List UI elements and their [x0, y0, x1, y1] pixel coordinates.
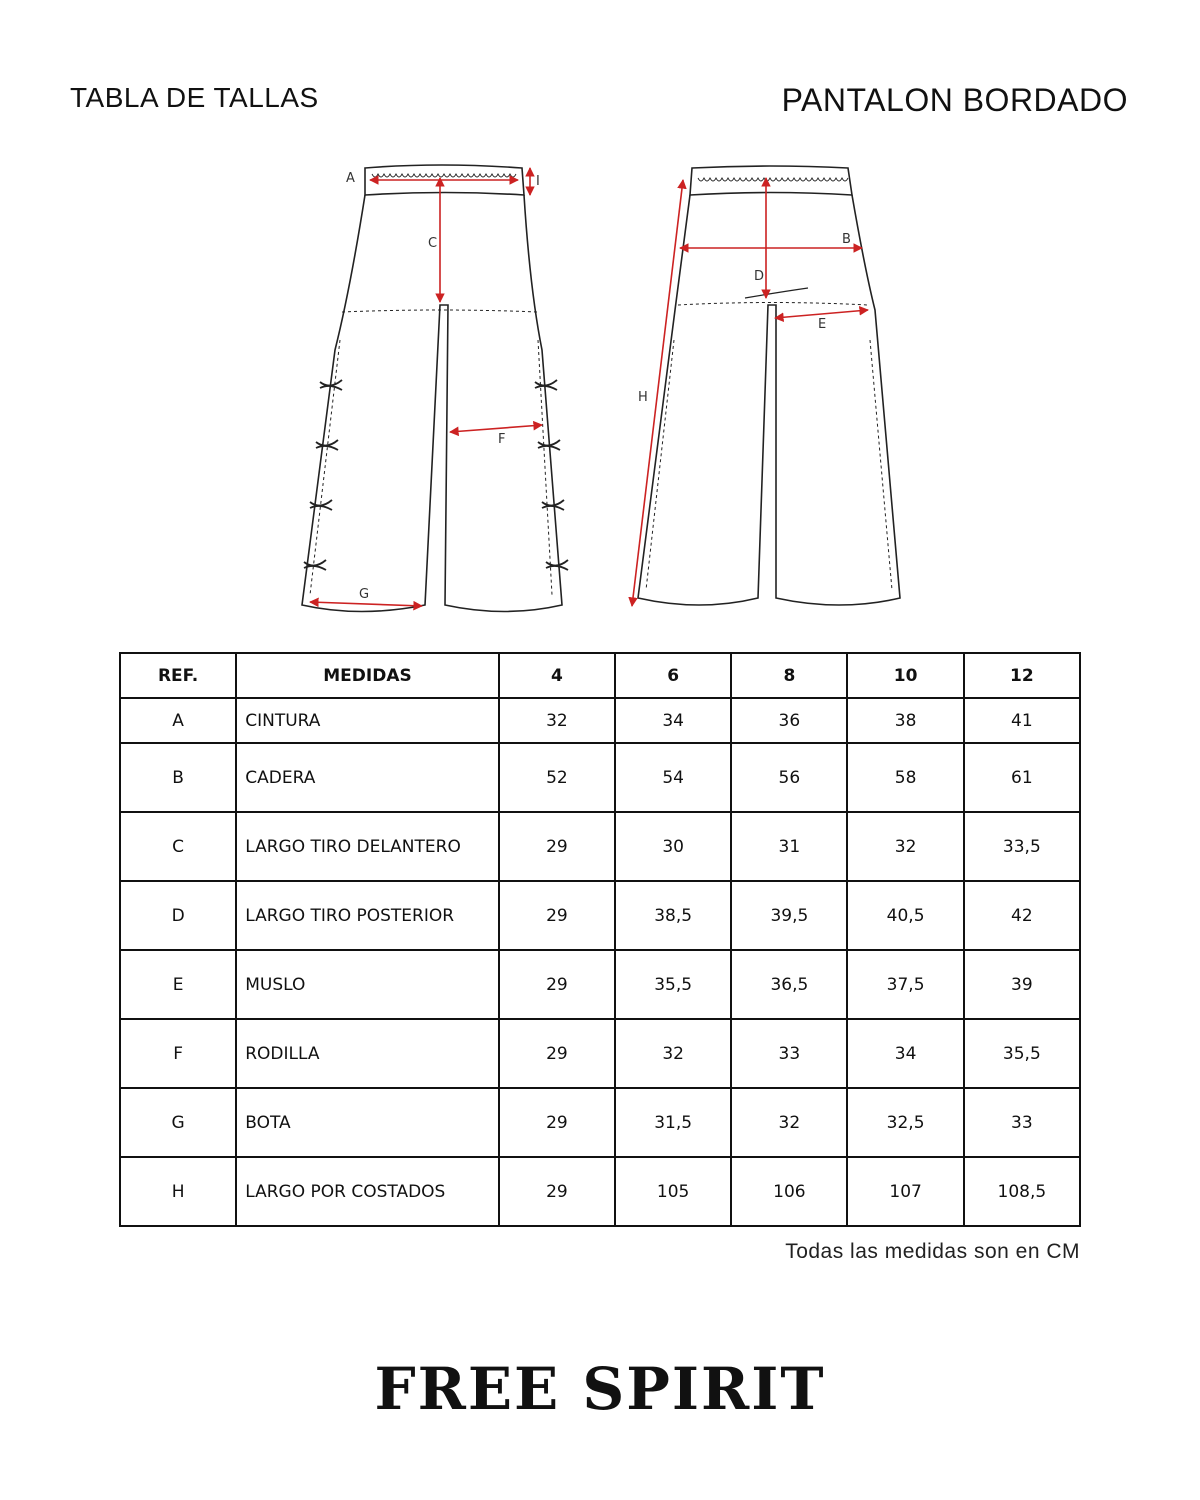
- ref-cell: F: [120, 1019, 236, 1088]
- back-measure-arrows: [632, 178, 868, 606]
- table-row: [120, 743, 1080, 812]
- size-table: [119, 652, 1081, 1227]
- value-cell: 32: [499, 698, 615, 743]
- size-chart-title: TABLA DE TALLAS: [70, 82, 319, 113]
- table-row: [120, 698, 1080, 743]
- header-ref: REF.: [120, 653, 236, 698]
- value-cell: 34: [847, 1019, 963, 1088]
- value-cell: 38: [847, 698, 963, 743]
- table-row: [120, 812, 1080, 881]
- label-b: B: [842, 232, 851, 247]
- measure-cell: LARGO POR COSTADOS: [236, 1157, 499, 1226]
- ref-cell: G: [120, 1088, 236, 1157]
- value-cell: 29: [499, 1157, 615, 1226]
- value-cell: 52: [499, 743, 615, 812]
- label-c: C: [428, 236, 438, 251]
- header-size-8: 8: [731, 653, 847, 698]
- header-size-4: 4: [499, 653, 615, 698]
- measure-cell: RODILLA: [236, 1019, 499, 1088]
- table-row: [120, 881, 1080, 950]
- value-cell: 36: [731, 698, 847, 743]
- value-cell: 32: [731, 1088, 847, 1157]
- units-note: Todas las medidas son en CM: [785, 1240, 1080, 1263]
- value-cell: 32: [615, 1019, 731, 1088]
- value-cell: 36,5: [731, 950, 847, 1019]
- measure-cell: LARGO TIRO POSTERIOR: [236, 881, 499, 950]
- label-g: G: [359, 587, 370, 602]
- value-cell: 29: [499, 1088, 615, 1157]
- value-cell: 32: [847, 812, 963, 881]
- value-cell: 32,5: [847, 1088, 963, 1157]
- ref-cell: A: [120, 698, 236, 743]
- value-cell: 29: [499, 881, 615, 950]
- label-i: I: [536, 174, 540, 189]
- table-row: [120, 950, 1080, 1019]
- measure-cell: CADERA: [236, 743, 499, 812]
- front-labels: [346, 171, 540, 602]
- label-d: D: [754, 269, 765, 284]
- value-cell: 35,5: [964, 1019, 1080, 1088]
- value-cell: 33: [731, 1019, 847, 1088]
- front-measure-arrows: [310, 168, 542, 606]
- value-cell: 108,5: [964, 1157, 1080, 1226]
- value-cell: 33,5: [964, 812, 1080, 881]
- measure-cell: CINTURA: [236, 698, 499, 743]
- value-cell: 29: [499, 812, 615, 881]
- front-view: [302, 165, 568, 612]
- ref-cell: D: [120, 881, 236, 950]
- value-cell: 54: [615, 743, 731, 812]
- table-row: [120, 1088, 1080, 1157]
- value-cell: 37,5: [847, 950, 963, 1019]
- value-cell: 35,5: [615, 950, 731, 1019]
- value-cell: 29: [499, 1019, 615, 1088]
- label-a: A: [346, 171, 355, 186]
- value-cell: 39: [964, 950, 1080, 1019]
- value-cell: 34: [615, 698, 731, 743]
- ref-cell: B: [120, 743, 236, 812]
- table-row: [120, 1157, 1080, 1226]
- value-cell: 58: [847, 743, 963, 812]
- value-cell: 29: [499, 950, 615, 1019]
- measure-cell: BOTA: [236, 1088, 499, 1157]
- brand-logo: FREE SPIRIT: [374, 1355, 826, 1423]
- header-size-12: 12: [964, 653, 1080, 698]
- label-f: F: [498, 432, 506, 447]
- measure-cell: MUSLO: [236, 950, 499, 1019]
- value-cell: 30: [615, 812, 731, 881]
- value-cell: 33: [964, 1088, 1080, 1157]
- label-e: E: [818, 317, 827, 332]
- header-size-6: 6: [615, 653, 731, 698]
- value-cell: 56: [731, 743, 847, 812]
- measure-cell: LARGO TIRO DELANTERO: [236, 812, 499, 881]
- value-cell: 31: [731, 812, 847, 881]
- value-cell: 39,5: [731, 881, 847, 950]
- value-cell: 106: [731, 1157, 847, 1226]
- ref-cell: C: [120, 812, 236, 881]
- value-cell: 41: [964, 698, 1080, 743]
- label-h: H: [638, 390, 648, 405]
- header-size-10: 10: [847, 653, 963, 698]
- back-labels: [638, 232, 851, 405]
- value-cell: 31,5: [615, 1088, 731, 1157]
- value-cell: 61: [964, 743, 1080, 812]
- value-cell: 105: [615, 1157, 731, 1226]
- value-cell: 40,5: [847, 881, 963, 950]
- table-header-row: [120, 653, 1080, 698]
- value-cell: 42: [964, 881, 1080, 950]
- value-cell: 38,5: [615, 881, 731, 950]
- value-cell: 107: [847, 1157, 963, 1226]
- header-medidas: MEDIDAS: [236, 653, 499, 698]
- table-row: [120, 1019, 1080, 1088]
- ref-cell: E: [120, 950, 236, 1019]
- pants-technical-drawing: [280, 150, 920, 630]
- pants-diagram: [280, 150, 920, 630]
- product-title: PANTALON BORDADO: [781, 82, 1128, 118]
- ref-cell: H: [120, 1157, 236, 1226]
